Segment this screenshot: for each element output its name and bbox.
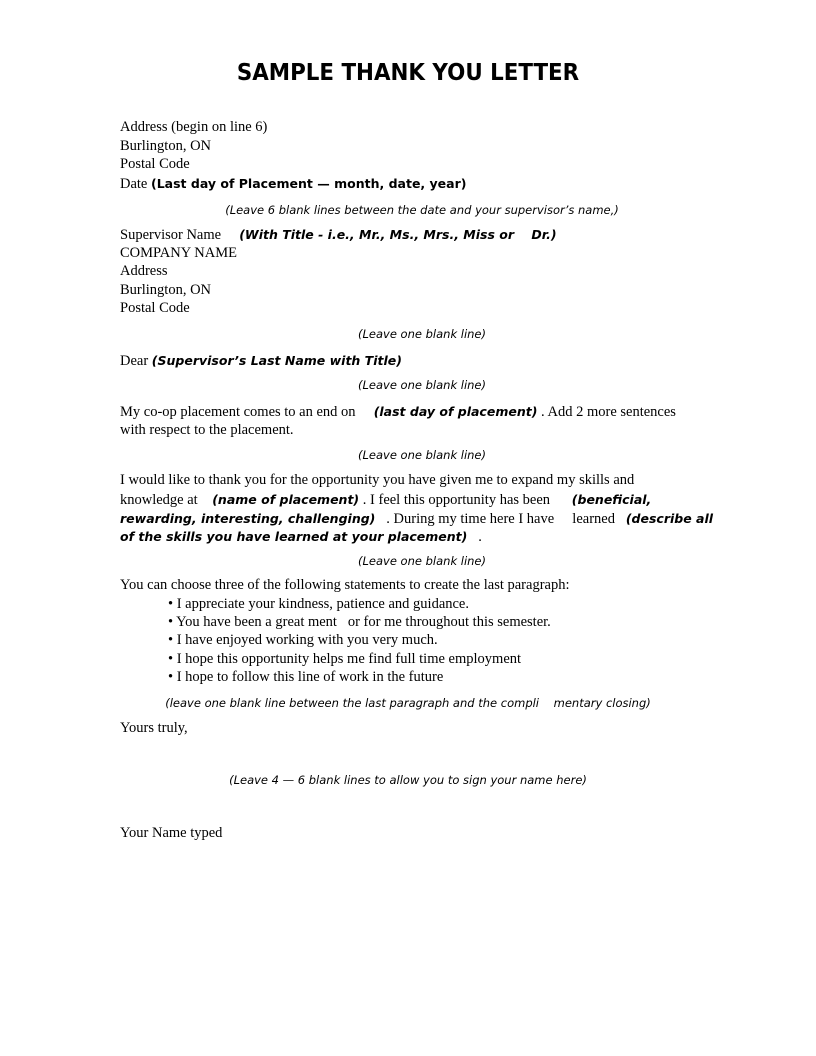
note-blank-4: (Leave one blank line) — [358, 554, 486, 568]
para2-text-2b: . I feel this opportunity has been — [362, 492, 551, 508]
salutation-dear: Dear — [120, 353, 149, 369]
para2-hint-rewarding: rewarding, interesting, challenging) — [120, 511, 376, 526]
company-name: COMPANY NAME — [120, 245, 237, 261]
para2-line2 — [120, 491, 651, 509]
recipient-address: Address — [120, 263, 168, 279]
salutation-line — [120, 352, 402, 370]
sender-address: Address (begin on line 6) — [120, 119, 268, 135]
salutation-hint: (Supervisor’s Last Name with Title) — [151, 353, 402, 368]
para2-text-3b: learned — [572, 511, 615, 527]
para2-hint-describe: (describe all — [625, 511, 714, 526]
note-blank-1: (Leave one blank line) — [358, 327, 486, 341]
signature-name: Your Name typed — [120, 825, 223, 841]
para2-hint-skills: of the skills you have learned at your placement) — [120, 529, 468, 544]
para2-text-4end: . — [478, 529, 482, 545]
bullet-item: • I hope to follow this line of work in the future — [168, 669, 444, 685]
sender-postal: Postal Code — [120, 156, 190, 172]
note-blank-2: (Leave one blank line) — [358, 378, 486, 392]
recipient-city: Burlington, ON — [120, 282, 212, 298]
para2-line4 — [120, 528, 482, 546]
para1-text-b: . Add 2 more sentences — [541, 404, 676, 420]
para2-line1 — [120, 471, 686, 489]
para2-line3 — [120, 510, 713, 528]
page-title: SAMPLE THANK YOU LETTER — [236, 60, 580, 86]
para2-text-1: I would like to thank you for the opportunity you have given me to expand my skills and — [120, 472, 635, 488]
para2-hint-placement: (name of placement) — [212, 492, 360, 507]
para2-text-3a: . During my time here I have — [386, 511, 555, 527]
para3-intro: You can choose three of the following statements to create the last paragraph: — [120, 577, 570, 593]
supervisor-label: Supervisor Name — [120, 227, 222, 243]
date-line — [120, 175, 466, 193]
para2-text-2a: knowledge at — [120, 492, 198, 508]
bullet-item: • I appreciate your kindness, patience and guidance. — [168, 596, 469, 612]
para2-hint-beneficial: (beneficial, — [571, 492, 652, 507]
date-hint: (Last day of Placement — month, date, year) — [151, 176, 467, 191]
bullet-item: • You have been a great ment or for me throughout this semester. — [168, 614, 551, 630]
para1-line2: with respect to the placement. — [120, 422, 294, 438]
para1-hint: (last day of placement) — [373, 404, 538, 419]
recipient-postal: Postal Code — [120, 300, 190, 316]
para1-line1 — [120, 403, 676, 421]
note-blank-3: (Leave one blank line) — [358, 448, 486, 462]
date-label: Date — [120, 176, 148, 192]
bullet-item: • I have enjoyed working with you very much. — [168, 632, 438, 648]
sender-city: Burlington, ON — [120, 138, 212, 154]
para1-text-a: My co-op placement comes to an end on — [120, 404, 356, 420]
note-signature-space: (Leave 4 — 6 blank lines to allow you to sign your name here) — [229, 773, 587, 787]
supervisor-line — [120, 226, 557, 244]
note-closing: (leave one blank line between the last paragraph and the compli mentary closing) — [165, 696, 651, 710]
closing: Yours truly, — [120, 720, 188, 736]
bullet-item: • I hope this opportunity helps me find full time employment — [168, 651, 522, 667]
supervisor-hint: (With Title - i.e., Mr., Ms., Mrs., Miss or Dr.) — [239, 227, 557, 242]
note-six-lines: (Leave 6 blank lines between the date and your supervisor’s name,) — [225, 203, 619, 217]
